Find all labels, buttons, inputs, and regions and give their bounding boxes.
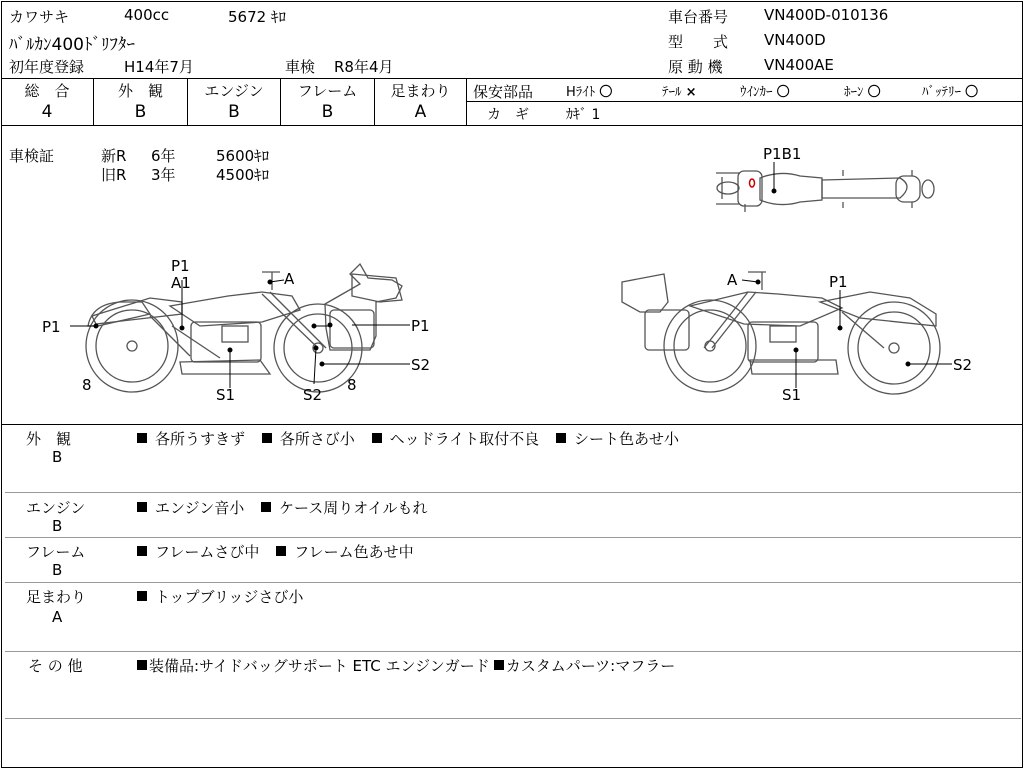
note-engine-items <box>137 497 440 518</box>
security-parts-label: 保安部品 <box>473 83 534 101</box>
grade-suspension-value: A <box>414 102 427 122</box>
note-engine-category: エンジン <box>26 499 86 517</box>
note-item: 装備品:サイドバッグサポート ETC エンジンガード <box>149 657 490 675</box>
security-winker-mark: 〇 <box>776 85 790 100</box>
key-value: ｶｷﾞ 1 <box>566 107 601 123</box>
model-type-label: 型 式 <box>668 33 729 51</box>
grade-overall-value: 4 <box>41 102 53 122</box>
shaken-new-price: 5600ｷﾛ <box>216 147 270 165</box>
divider <box>5 718 1021 719</box>
note-item: ケース周りオイルもれ <box>279 499 428 517</box>
note-item: ヘッドライト取付不良 <box>389 430 540 448</box>
displacement: 400cc <box>124 6 170 24</box>
note-exterior-items <box>137 428 691 449</box>
grade-exterior-value: B <box>134 102 147 122</box>
security-horn-name: ﾎｰﾝ <box>844 85 864 100</box>
note-item: 各所うすきず <box>155 430 246 448</box>
grade-exterior-label: 外 観 <box>117 82 163 100</box>
security-headlight <box>566 81 612 100</box>
engine-type-label: 原 動 機 <box>668 58 723 76</box>
diagram-label: S1 <box>782 386 802 404</box>
note-frame-items <box>137 541 426 562</box>
note-other-items <box>137 655 675 676</box>
security-taillight-mark: × <box>685 85 697 100</box>
shaken-new-years: 6年 <box>151 147 176 165</box>
grade-engine-value: B <box>228 102 240 122</box>
security-headlight-mark: 〇 <box>599 85 613 100</box>
diagram-label: A1 <box>171 274 191 292</box>
diagram-label: P1 <box>171 257 190 275</box>
security-taillight <box>662 81 697 100</box>
divider <box>1 424 1022 425</box>
diagram-label: S2 <box>953 356 973 374</box>
security-taillight-name: ﾃｰﾙ <box>662 85 682 100</box>
mileage: 5672 ｷﾛ <box>228 8 286 26</box>
note-frame-grade: B <box>52 561 63 579</box>
security-horn-mark: 〇 <box>867 85 881 100</box>
diagram-label: 8 <box>347 376 357 394</box>
first-registration-value: H14年7月 <box>124 58 194 76</box>
note-engine-grade: B <box>52 517 63 535</box>
security-battery-mark: 〇 <box>965 85 979 100</box>
note-item: トップブリッジさび小 <box>155 588 304 606</box>
note-exterior-grade: B <box>52 448 63 466</box>
diagram-label: S2 <box>303 386 323 404</box>
first-registration-label: 初年度登録 <box>9 58 85 76</box>
diagram-label: P1B1 <box>763 145 802 163</box>
diagram-label: S1 <box>216 386 236 404</box>
diagram-label: P1 <box>829 273 848 291</box>
note-item: シート色あせ小 <box>573 430 679 448</box>
model-type-value: VN400D <box>764 31 826 49</box>
security-battery <box>922 81 978 100</box>
diagram-label: A <box>284 270 295 288</box>
grade-engine-label: エンジン <box>204 82 264 100</box>
diagram-label: S2 <box>411 356 431 374</box>
note-item: カスタムパーツ:マフラー <box>505 657 676 675</box>
note-item: フレーム色あせ中 <box>294 543 414 561</box>
shaken-old-years: 3年 <box>151 166 176 184</box>
shaken-old-price: 4500ｷﾛ <box>216 166 270 184</box>
inspection-label: 車検 <box>285 58 316 76</box>
diagram-label: P1 <box>411 317 430 335</box>
divider <box>466 101 1022 102</box>
engine-type-value: VN400AE <box>764 56 834 74</box>
note-item: 各所さび小 <box>279 430 355 448</box>
divider <box>5 537 1021 538</box>
grade-suspension-label: 足まわり <box>390 82 451 100</box>
divider <box>1 78 1022 79</box>
security-battery-name: ﾊﾞｯﾃﾘｰ <box>922 85 961 100</box>
damage-mark <box>750 179 755 187</box>
note-exterior-category: 外 観 <box>26 430 72 448</box>
top-view-bike <box>716 170 934 212</box>
note-other-category: そ の 他 <box>28 657 83 675</box>
note-item: エンジン音小 <box>155 499 245 517</box>
frame-number-label: 車台番号 <box>668 8 729 26</box>
shaken-new-kind: 新R <box>101 147 127 165</box>
note-suspension-category: 足まわり <box>26 588 87 606</box>
shaken-old-kind: 旧R <box>101 166 127 184</box>
diagram-label: P1 <box>42 318 61 336</box>
grade-frame-label: フレーム <box>297 82 358 100</box>
divider <box>5 651 1021 652</box>
right-view-bike <box>622 272 940 394</box>
grade-frame-value: B <box>321 102 334 122</box>
model-name: ﾊﾞﾙｶﾝ400ﾄﾞﾘﾌﾀｰ <box>9 35 135 55</box>
inspection-value: R8年4月 <box>334 58 394 76</box>
motorcycle-diagram <box>0 126 1022 424</box>
security-headlight-name: Hﾗｲﾄ <box>566 85 596 100</box>
security-horn <box>844 81 881 100</box>
maker: カワサキ <box>9 8 70 26</box>
divider <box>5 582 1021 583</box>
divider <box>5 492 1021 493</box>
grade-overall-label: 総 合 <box>24 82 70 100</box>
security-winker <box>740 81 790 100</box>
diagram-label: 8 <box>82 376 92 394</box>
key-label: カ ギ <box>487 107 529 123</box>
note-item: フレームさび中 <box>155 543 260 561</box>
note-frame-category: フレーム <box>26 543 86 561</box>
note-suspension-grade: A <box>52 608 63 626</box>
shaken-label: 車検証 <box>9 147 55 165</box>
left-view-bike <box>86 264 402 392</box>
diagram-label: A <box>727 271 738 289</box>
frame-number-value: VN400D-010136 <box>764 6 889 24</box>
security-winker-name: ｳｲﾝｶｰ <box>740 85 773 100</box>
note-suspension-items <box>137 586 315 607</box>
